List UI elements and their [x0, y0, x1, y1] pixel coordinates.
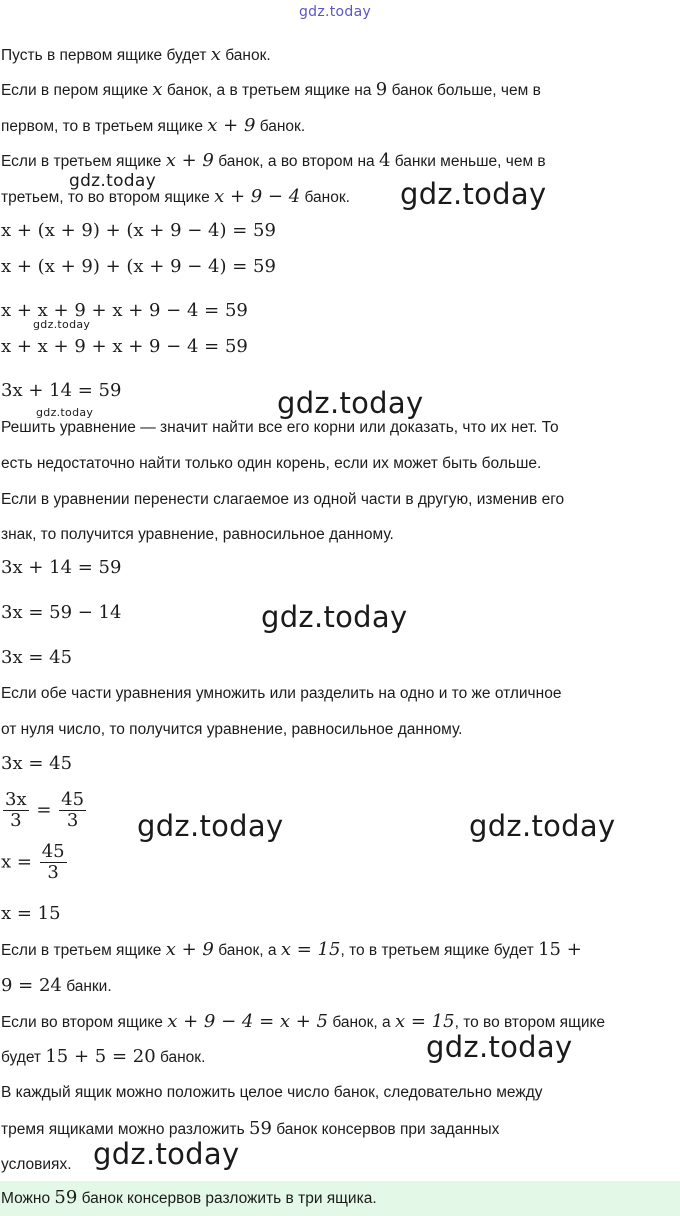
text-line: от нуля число, то получится уравнение, равносильное данному.	[1, 721, 463, 738]
text-line: условиях.	[1, 1156, 72, 1173]
equation: x + (x + 9) + (x + 9 − 4) = 59	[1, 220, 276, 241]
equation: 3x + 14 = 59	[1, 380, 122, 401]
text-line: третьем, то во втором ящике x + 9 − 4 банок.	[1, 186, 350, 207]
equation: x + x + 9 + x + 9 − 4 = 59	[1, 336, 248, 357]
watermark: gdz.today	[426, 1030, 573, 1064]
watermark: gdz.today	[299, 4, 372, 20]
equation: x + x + 9 + x + 9 − 4 = 59	[1, 300, 248, 321]
text-line: Если в третьем ящике x + 9 банок, а x = 15, то в третьем ящике будет 15 +	[1, 939, 582, 960]
text-line: будет 15 + 5 = 20 банок.	[1, 1046, 206, 1067]
text-line: Если в уравнении перенести слагаемое из одной части в другую, изменив его	[1, 491, 565, 508]
text-line: Если во втором ящике x + 9 − 4 = x + 5 банок, а x = 15, то во втором ящике	[1, 1011, 606, 1032]
equation: 3x = 59 − 14	[1, 602, 122, 623]
watermark: gdz.today	[33, 318, 91, 331]
watermark: gdz.today	[400, 177, 547, 211]
watermark: gdz.today	[137, 809, 284, 843]
text-line: В каждый ящик можно положить целое число банок, следовательно между	[1, 1084, 543, 1101]
watermark: gdz.today	[277, 386, 424, 420]
text-line: Пусть в первом ящике будет x банок.	[1, 44, 271, 65]
text-line: Если в третьем ящике x + 9 банок, а во втором на 4 банки меньше, чем в	[1, 150, 546, 171]
fraction-equation: x = $\frac{45}{3}$	[1, 841, 65, 883]
answer-text: Можно 59 банок консервов разложить в три ящика.	[1, 1187, 377, 1208]
text-line: тремя ящиками можно разложить 59 банок консервов при заданных	[1, 1118, 500, 1139]
equation: 3x = 45	[1, 753, 73, 774]
answer-box	[0, 1181, 680, 1216]
equation: 3x = 45	[1, 647, 73, 668]
equation: x + (x + 9) + (x + 9 − 4) = 59	[1, 256, 276, 277]
watermark: gdz.today	[261, 600, 408, 634]
watermark: gdz.today	[469, 809, 616, 843]
watermark: gdz.today	[93, 1137, 240, 1171]
watermark: gdz.today	[36, 406, 94, 419]
text-line: Решить уравнение — значит найти все его корни или доказать, что их нет. То	[1, 419, 559, 436]
text-line: Если в пером ящике x банок, а в третьем ящике на 9 банок больше, чем в	[1, 79, 541, 100]
text-line: 9 = 24 банки.	[1, 975, 112, 996]
text-line: Если обе части уравнения умножить или разделить на одно и то же отличное	[1, 685, 562, 702]
watermark: gdz.today	[69, 171, 156, 191]
text-line: знак, то получится уравнение, равносильное данному.	[1, 526, 394, 543]
text-line: первом, то в третьем ящике x + 9 банок.	[1, 115, 306, 136]
fraction-equation: $\frac{3x}{3}$ = $\frac{45}{3}$	[5, 789, 85, 831]
equation: 3x + 14 = 59	[1, 557, 122, 578]
equation: x = 15	[1, 903, 61, 924]
text-line: есть недостаточно найти только один корень, если их может быть больше.	[1, 455, 542, 472]
